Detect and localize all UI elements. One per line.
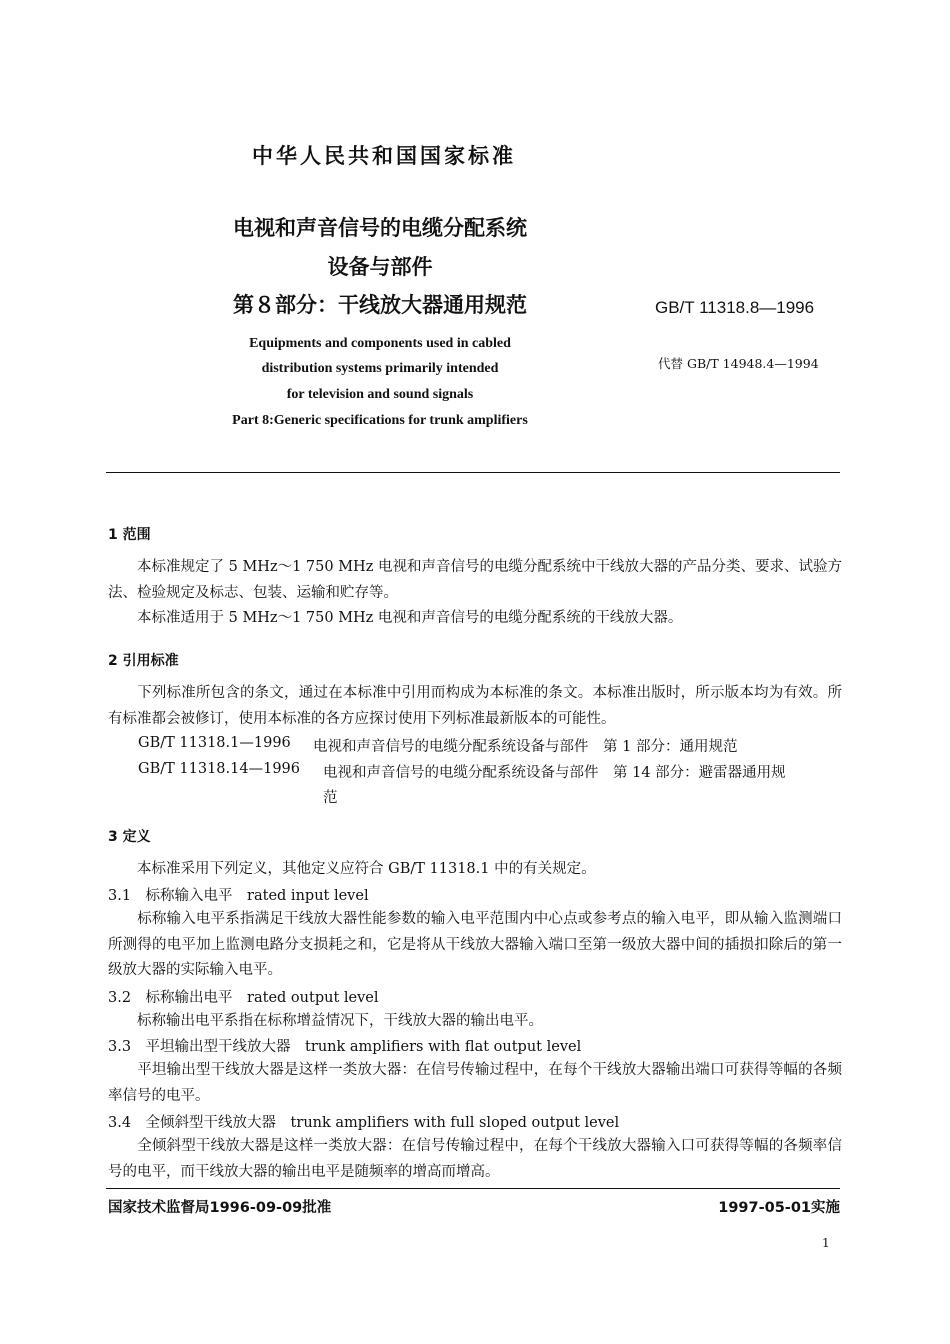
section-1-heading: 1 范围: [108, 527, 151, 543]
title-zh-line-2: 设备与部件: [327, 255, 433, 279]
replaces-standard: 代替 GB/T 14948.4—1994: [658, 356, 819, 371]
implementation-date: 1997-05-01实施: [718, 1200, 840, 1216]
reference-1-title: 电视和声音信号的电缆分配系统设备与部件 第 1 部分：通用规范: [313, 739, 738, 755]
header-divider: [106, 472, 840, 473]
section-3-intro: 本标准采用下列定义，其他定义应符合 GB/T 11318.1 中的有关规定。: [137, 861, 596, 877]
title-zh-line-1: 电视和声音信号的电缆分配系统: [233, 216, 527, 240]
definition-3-2-text: 标称输出电平系指在标称增益情况下，干线放大器的输出电平。: [137, 1013, 543, 1029]
reference-2-title-cont: 范: [323, 790, 338, 806]
reference-2-title: 电视和声音信号的电缆分配系统设备与部件 第 14 部分：避雷器通用规: [323, 765, 786, 781]
section-2-paragraph-1: 下列标准所包含的条文，通过在本标准中引用而构成为本标准的条文。本标准出版时，所示版本均为有效。所有标准都会被修订，使用本标准的各方应探讨使用下列标准最新版本的可能性。: [108, 685, 842, 727]
approval-date: 国家技术监督局1996-09-09批准: [108, 1200, 332, 1216]
national-standard-label: 中华人民共和国国家标准: [252, 144, 516, 168]
title-en-line-4: Part 8:Generic specifications for trunk amplifiers: [232, 413, 528, 428]
definition-3-3-term: 3.3 平坦输出型干线放大器 trunk amplifiers with flat output level: [108, 1039, 582, 1055]
definition-3-3-text: 平坦输出型干线放大器是这样一类放大器：在信号传输过程中，在每个干线放大器输出端口可获得等幅的各频率信号的电平。: [108, 1062, 842, 1104]
section-1-paragraph-2: 本标准适用于 5 MHz～1 750 MHz 电视和声音信号的电缆分配系统的干线放大器。: [137, 610, 683, 626]
reference-2-code: GB/T 11318.14—1996: [138, 761, 300, 777]
title-en-line-2: distribution systems primarily intended: [261, 361, 499, 376]
standard-number: GB/T 11318.8—1996: [655, 298, 815, 317]
definition-3-2-term: 3.2 标称输出电平 rated output level: [108, 990, 379, 1006]
page-number: 1: [822, 1236, 830, 1250]
definition-3-4-term: 3.4 全倾斜型干线放大器 trunk amplifiers with full sloped output level: [108, 1115, 620, 1131]
title-en-line-3: for television and sound signals: [286, 387, 474, 402]
definition-3-1-text: 标称输入电平系指满足干线放大器性能参数的输入电平范围内中心点或参考点的输入电平，即从输入监测端口所测得的电平加上监测电路分支损耗之和，它是将从干线放大器输入端口至第一级放大器中间的插损扣除后的第一级放大器的实际输入电平。: [108, 911, 842, 978]
definition-3-1-term: 3.1 标称输入电平 rated input level: [108, 888, 369, 904]
reference-1-code: GB/T 11318.1—1996: [138, 735, 291, 751]
title-en-line-1: Equipments and components used in cabled: [249, 336, 511, 351]
section-2-heading: 2 引用标准: [108, 653, 179, 669]
section-3-heading: 3 定义: [108, 829, 151, 845]
footer-divider: [106, 1188, 840, 1189]
title-zh-line-3: 第８部分：干线放大器通用规范: [233, 293, 527, 317]
definition-3-4-text: 全倾斜型干线放大器是这样一类放大器：在信号传输过程中，在每个干线放大器输入口可获得等幅的各频率信号的电平，而干线放大器的输出电平是随频率的增高而增高。: [108, 1138, 842, 1180]
section-1-paragraph-1: 本标准规定了 5 MHz～1 750 MHz 电视和声音信号的电缆分配系统中干线放大器的产品分类、要求、试验方法、检验规定及标志、包装、运输和贮存等。: [108, 559, 842, 601]
